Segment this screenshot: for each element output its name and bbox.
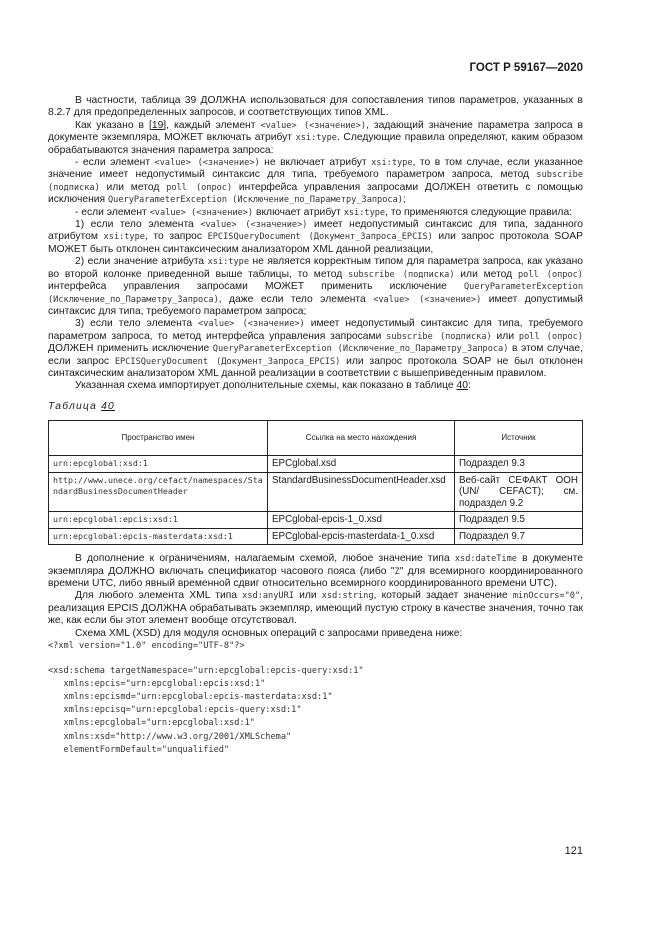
reference-link[interactable]: [19] xyxy=(148,119,167,131)
code-line: elementFormDefault="unqualified" xyxy=(48,744,230,755)
text: Для любого элемента XML типа xyxy=(75,590,243,602)
code-text: <value> (<значение>) xyxy=(149,207,254,218)
code-text: xsi:type xyxy=(207,257,250,268)
text: или xyxy=(293,590,322,602)
text: " для всемирного координированного времени UTC, либо явный временной сдвиг относительно всемирного координированного времени UTC). xyxy=(48,565,583,589)
paragraph-anyuri xyxy=(48,590,583,627)
text: Как указано в xyxy=(75,119,149,131)
text: интерфейса управления запросами ДОЛЖЕН ответить с помощью исключения xyxy=(48,181,583,206)
text: , то запрос xyxy=(144,231,208,243)
code-gap xyxy=(48,653,583,665)
text: имеет недопустимый синтаксис для типа, заданного атрибутом xyxy=(48,219,584,243)
code-text: xsi:type xyxy=(295,133,337,144)
text: Схема XML (XSD) для модуля основных операций с запросами приведена ниже: xyxy=(75,627,463,639)
text: или xyxy=(491,330,519,342)
rule-1 xyxy=(48,219,583,256)
page-number: 121 xyxy=(564,845,583,857)
text: или метод xyxy=(99,181,167,193)
text: , каждый элемент xyxy=(166,119,261,131)
code-text: xsi:type xyxy=(371,158,413,169)
table-row xyxy=(49,472,583,512)
schemas-table xyxy=(48,420,583,545)
caption-label: Таблица xyxy=(48,400,98,412)
text: или запрос протокола SOAP МОЖЕТ быть отклонен синтаксическим анализатором XML данной реализации, xyxy=(48,231,583,255)
bullet-no-type xyxy=(48,157,583,207)
text: В частности, таблица 39 ДОЛЖНА использоваться для сопоставления типов параметров, указанных в 8.2.7 для предопределенных запросов, и соответствующих типов XML. xyxy=(48,95,583,119)
text: ; xyxy=(402,194,406,206)
cell-namespace xyxy=(49,472,268,512)
text: , то в том случае, если указанное значение имеет недопустимый синтаксис для типа, требуемого параметром запроса, метод xyxy=(48,157,583,181)
text: В дополнение к ограничениям, налагаемым схемой, любое значение типа xyxy=(75,553,455,565)
text: Указанная схема импортирует дополнительные схемы, как показано в таблице xyxy=(75,380,457,392)
text: имеет недопустимый синтаксис для типа, требуемого параметром запроса, то метод интерфейса управления запросами xyxy=(48,318,583,342)
bullet-with-type xyxy=(48,207,583,219)
table-row xyxy=(49,456,583,473)
code-text: <value> (<значение>) xyxy=(200,220,308,231)
text: 2) если значение атрибута xyxy=(75,256,208,268)
text: ДОЛЖЕН применить исключение xyxy=(48,343,213,355)
code-text: xsd:string xyxy=(321,591,374,602)
code-line: xmlns:epcisq="urn:epcglobal:epcis-query:xsd:1" xyxy=(48,705,302,716)
text: , который задает значение xyxy=(373,590,513,602)
main-content xyxy=(48,95,583,757)
paragraph-table39 xyxy=(48,95,583,120)
text: или метод xyxy=(454,268,518,280)
text: , реализация EPCIS ДОЛЖНА обрабатывать экземпляр, имеющий пустую строку в качестве значения, точно так же, как если бы этот элемент вообще отсутствовал. xyxy=(48,590,583,627)
code-text: subscribe (подписка) xyxy=(48,170,583,193)
standard-header: ГОСТ Р 59167—2020 xyxy=(469,62,583,74)
cell-location: StandardBusinessDocumentHeader.xsd xyxy=(268,472,455,512)
text: - если элемент xyxy=(75,157,155,169)
code-text: <value> (<значение>) xyxy=(154,158,260,169)
code-text: EPCISQueryDocument (Документ_Запроса_EPCIS) xyxy=(207,232,433,243)
code-text: minOccurs="0" xyxy=(512,591,581,602)
text: , задающий значение параметра запроса в документе экземпляра, МОЖЕТ включать атрибут xyxy=(48,119,584,144)
code-text: xsi:type xyxy=(343,207,386,218)
text: , то применяются следующие правила: xyxy=(385,206,573,218)
code-text: poll (опрос) xyxy=(518,331,583,342)
text: в документе экземпляра ДОЛЖНО включать спецификатор часового пояса (либо " xyxy=(48,553,583,577)
code-line: xmlns:epcglobal="urn:epcglobal:xsd:1" xyxy=(48,718,255,729)
namespace-text: http://www.unece.org/cefact/namespaces/StandardBusinessDocumentHeader xyxy=(53,474,263,497)
paragraph-value-element xyxy=(48,120,583,157)
code-text: xsd:dateTime xyxy=(454,554,517,565)
xml-declaration: <?xml version="1.0" encoding="UTF-8"?> xyxy=(48,641,245,651)
cell-location: EPCglobal.xsd xyxy=(268,456,455,473)
code-text: EPCISQueryDocument (Документ_Запроса_EPCIS) xyxy=(114,356,341,367)
caption-number: 40 xyxy=(101,400,115,412)
text: . Следующие правила определяют, каким образом обрабатываются значения параметра запроса: xyxy=(48,132,583,156)
text: : xyxy=(467,380,471,392)
code-text: <value> (<значение>) xyxy=(373,294,482,305)
namespace-text: urn:epcglobal:epcis-masterdata:xsd:1 xyxy=(53,530,233,541)
code-text: poll (опрос) xyxy=(517,269,583,280)
text: 3) если тело элемента xyxy=(75,318,199,330)
code-text: subscribe (подписка) xyxy=(386,331,492,342)
code-line: <xsd:schema targetNamespace="urn:epcglobal:epcis-query:xsd:1" xyxy=(48,666,364,677)
cell-source: Подраздел 9.5 xyxy=(455,512,583,529)
namespace-text: urn:epcglobal:epcis:xsd:1 xyxy=(53,514,178,525)
table-caption xyxy=(48,401,583,413)
table-reference-link[interactable]: 40 xyxy=(456,380,468,392)
text: , даже если тело элемента xyxy=(218,293,374,305)
namespace-text: urn:epcglobal:xsd:1 xyxy=(53,458,148,469)
paragraph-datetime xyxy=(48,553,583,590)
rule-3 xyxy=(48,318,583,380)
rule-2 xyxy=(48,256,583,318)
code-text: subscribe (подписка) xyxy=(348,269,455,280)
text: имеет допустимый синтаксис для типа, требуемого параметром запроса; xyxy=(48,293,583,317)
cell-namespace xyxy=(49,456,268,473)
text: включает атрибут xyxy=(253,206,344,218)
code-text: QueryParameterException (Исключение_по_Параметру_Запроса) xyxy=(48,282,583,305)
code-text: <value> (<значение>) xyxy=(260,120,367,131)
paragraph-imports xyxy=(48,380,583,392)
text: - если элемент xyxy=(75,206,150,218)
text: не включает атрибут xyxy=(259,157,372,169)
cell-namespace xyxy=(49,512,268,529)
code-line: xmlns:epcismd="urn:epcglobal:epcis-masterdata:xsd:1" xyxy=(48,692,333,703)
cell-location: EPCglobal-epcis-1_0.xsd xyxy=(268,512,455,529)
paragraph-xsd-intro xyxy=(48,628,583,640)
code-text: xsd:anyURI xyxy=(242,591,294,602)
table-row xyxy=(49,528,583,545)
text: не является корректным типом для параметра запроса, как указано во второй колонке приведенной выше таблицы, то метод xyxy=(48,256,583,280)
text: интерфейса управления запросами МОЖЕТ применить исключение xyxy=(48,281,464,293)
header-source: Источник xyxy=(455,421,583,456)
code-text: Z xyxy=(394,566,400,577)
header-location: Ссылка на место нахождения xyxy=(268,421,455,456)
code-text: QueryParameterException (Исключение_по_Параметру_Запроса) xyxy=(212,344,509,355)
code-line: xmlns:xsd="http://www.w3.org/2001/XMLSchema" xyxy=(48,731,292,742)
table-row xyxy=(49,512,583,529)
text: в этом случае, если запрос xyxy=(48,343,583,367)
cell-source: Веб-сайт СЕФАКТ ООН (UN/ CEFACT); см. подраздел 9.2 xyxy=(455,472,583,512)
cell-source: Подраздел 9.3 xyxy=(455,456,583,473)
cell-source: Подраздел 9.7 xyxy=(455,528,583,545)
code-text: QueryParameterException (Исключение_по_Параметру_Запроса) xyxy=(108,195,403,206)
code-text: poll (опрос) xyxy=(166,182,233,193)
table-header-row xyxy=(49,421,583,456)
text: 1) если тело элемента xyxy=(75,219,201,231)
cell-location: EPCglobal-epcis-masterdata-1_0.xsd xyxy=(268,528,455,545)
code-text: <value> (<значение>) xyxy=(198,319,305,330)
code-text: xsi:type xyxy=(103,232,145,243)
cell-namespace xyxy=(49,528,268,545)
text: или запрос протокола SOAP не был отклонен синтаксическим анализатором XML данной реализации в соответствии с вышеприведенным правилом. xyxy=(48,355,583,379)
code-line: xmlns:epcis="urn:epcglobal:epcis:xsd:1" xyxy=(48,679,266,690)
header-namespace: Пространство имен xyxy=(49,421,268,456)
